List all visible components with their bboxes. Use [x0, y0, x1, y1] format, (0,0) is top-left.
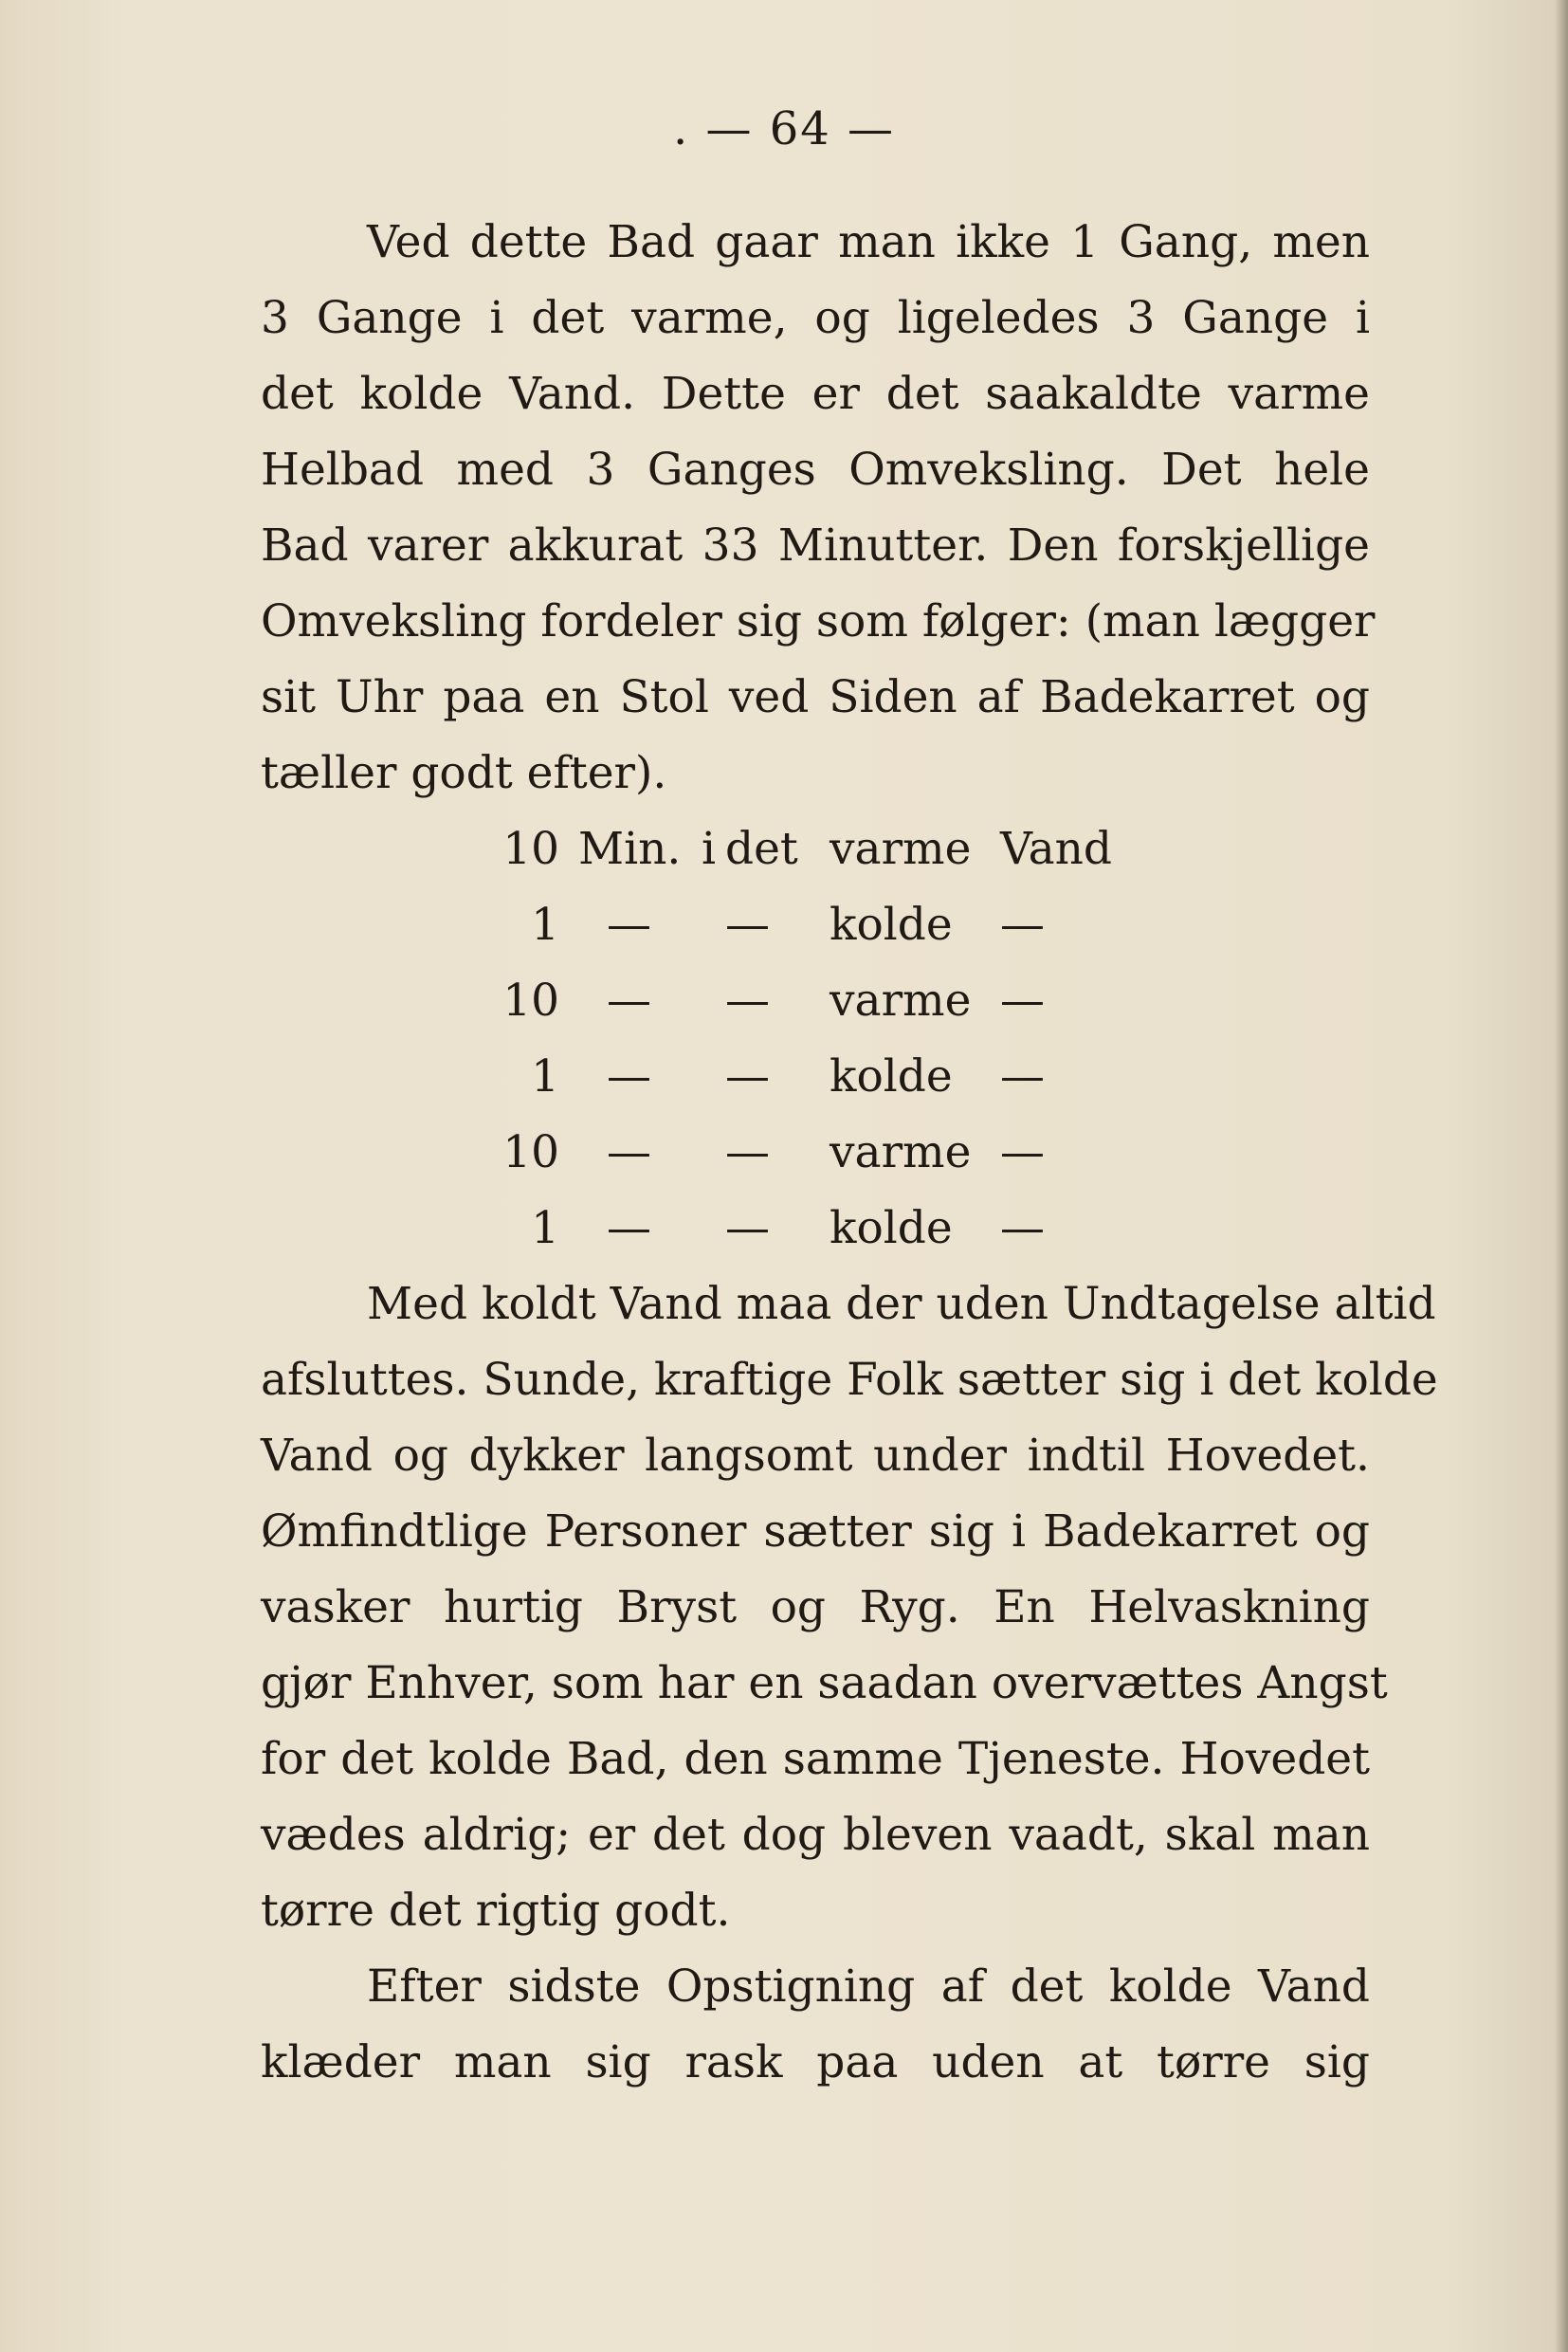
- text-line: klæder man sig rask paa uden at tørre sig: [261, 2036, 1370, 2088]
- text-line: for det kolde Bad, den samme Tjeneste. Hovedet: [261, 1733, 1370, 1785]
- schedule-temperature: kolde: [830, 1050, 953, 1103]
- ditto-dash: —: [607, 899, 651, 951]
- ditto-dash: —: [1000, 1202, 1045, 1254]
- schedule-temperature: varme: [830, 1126, 972, 1178]
- text-line: afsluttes. Sunde, kraftige Folk sætter sig i det kolde: [261, 1354, 1438, 1406]
- ditto-dash: —: [1000, 975, 1045, 1027]
- page-number: . — 64 —: [672, 102, 896, 155]
- schedule-minutes: 10: [502, 975, 559, 1027]
- page-edge-shadow: [1555, 0, 1568, 2352]
- text-line: Bad varer akkurat 33 Minutter. Den forskjellige: [261, 520, 1370, 572]
- text-line: 3 Gange i det varme, og ligeledes 3 Gange i: [261, 292, 1370, 344]
- ditto-dash: —: [607, 1126, 651, 1178]
- schedule-article: det: [725, 823, 798, 875]
- text-line: Omveksling fordeler sig som følger: (man lægger: [261, 595, 1376, 647]
- schedule-row: [493, 1115, 1081, 1191]
- schedule-unit: Min.: [578, 823, 682, 875]
- schedule-row: [493, 1191, 1081, 1267]
- ditto-dash: —: [1000, 1126, 1045, 1178]
- text-line: Med koldt Vand maa der uden Undtagelse altid: [367, 1278, 1436, 1330]
- schedule-minutes: 1: [531, 899, 559, 951]
- text-line: sit Uhr paa en Stol ved Siden af Badekarret og: [261, 671, 1370, 723]
- ditto-dash: —: [1000, 1050, 1045, 1103]
- text-line: tæller godt efter).: [261, 747, 667, 799]
- text-line: vasker hurtig Bryst og Ryg. En Helvaskning: [261, 1581, 1370, 1633]
- ditto-dash: —: [725, 1202, 770, 1254]
- ditto-dash: —: [725, 899, 770, 951]
- text-line: tørre det rigtig godt.: [261, 1885, 731, 1937]
- text-line: Vand og dykker langsomt under indtil Hovedet.: [261, 1430, 1370, 1482]
- ditto-dash: —: [725, 1050, 770, 1103]
- text-line: Efter sidste Opstigning af det kolde Vand: [367, 1960, 1370, 2013]
- text-line: Ved dette Bad gaar man ikke 1 Gang, men: [367, 216, 1370, 268]
- bath-schedule: [493, 811, 1113, 1267]
- paragraph-2: [261, 1267, 1438, 1949]
- ditto-dash: —: [607, 1050, 651, 1103]
- schedule-temperature: kolde: [830, 899, 953, 951]
- ditto-dash: —: [607, 975, 651, 1027]
- schedule-row: [493, 811, 1113, 887]
- ditto-dash: —: [725, 1126, 770, 1178]
- schedule-minutes: 1: [531, 1050, 559, 1103]
- schedule-temperature: varme: [830, 823, 972, 875]
- schedule-prep: i: [702, 823, 717, 875]
- schedule-water: Vand: [1000, 823, 1113, 875]
- paragraph-3: [261, 1949, 1370, 2101]
- ditto-dash: —: [1000, 899, 1045, 951]
- ditto-dash: —: [725, 975, 770, 1027]
- schedule-row: [493, 963, 1081, 1039]
- text-line: vædes aldrig; er det dog bleven vaadt, skal man: [261, 1809, 1370, 1861]
- schedule-minutes: 1: [531, 1202, 559, 1254]
- text-line: Helbad med 3 Ganges Omveksling. Det hele: [261, 444, 1370, 496]
- schedule-temperature: kolde: [830, 1202, 953, 1254]
- schedule-row: [493, 887, 1081, 963]
- schedule-minutes: 10: [502, 823, 559, 875]
- schedule-temperature: varme: [830, 975, 972, 1027]
- text-line: gjør Enhver, som har en saadan overvættes Angst: [261, 1657, 1388, 1709]
- schedule-minutes: 10: [502, 1126, 559, 1178]
- text-line: Ømfindtlige Personer sætter sig i Badekarret og: [261, 1505, 1370, 1558]
- ditto-dash: —: [607, 1202, 651, 1254]
- text-line: det kolde Vand. Dette er det saakaldte varme: [261, 368, 1370, 420]
- schedule-row: [493, 1039, 1081, 1115]
- paragraph-1: [261, 205, 1376, 811]
